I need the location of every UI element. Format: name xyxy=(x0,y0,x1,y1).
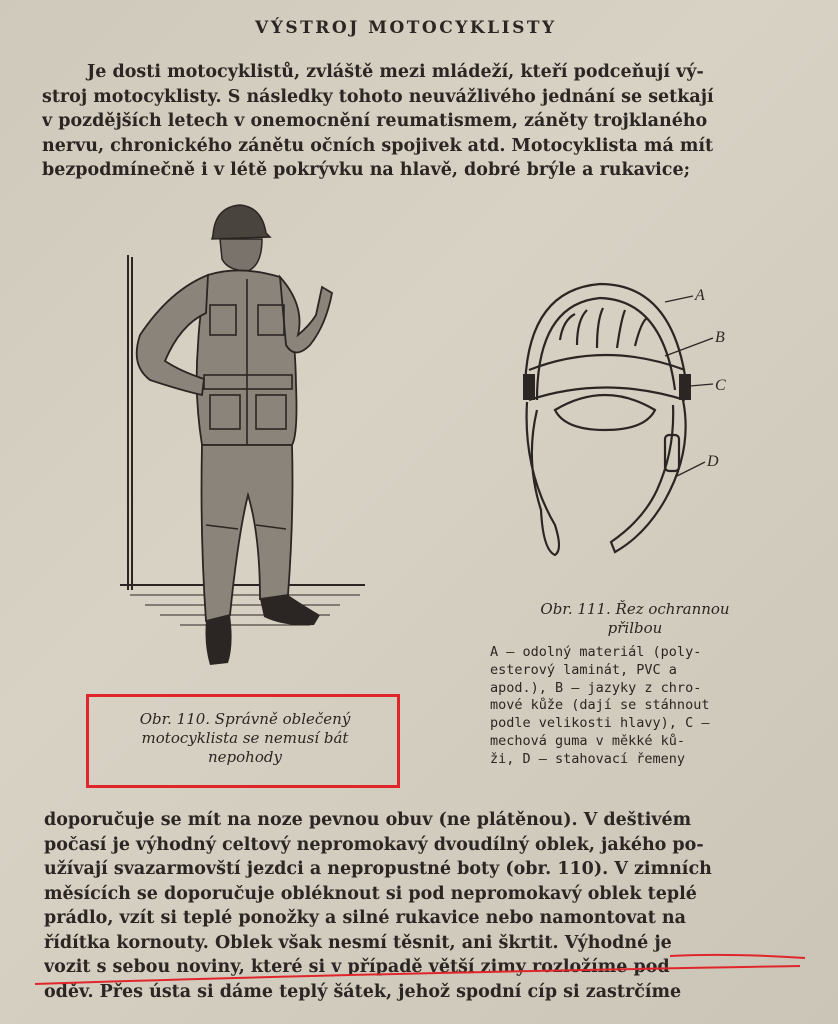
text-line: vozit s sebou noviny, které si v případě větší zimy rozložíme pod xyxy=(44,957,670,977)
text-line: počasí je výhodný celtový nepromokavý dvoudílný oblek, jakého po- xyxy=(44,834,704,855)
text-line: doporučuje se mít na noze pevnou obuv (ne plátěnou). V deštivém xyxy=(44,810,692,830)
figure-110-caption xyxy=(100,710,390,767)
legend-line: A — odolný materiál (poly- xyxy=(490,644,702,660)
caption-line: motocyklista se nemusí bát xyxy=(141,729,349,747)
text-line: oděv. Přes ústa si dáme teplý šátek, jehož spodní cíp si zastrčíme xyxy=(44,981,682,1002)
label-d: D xyxy=(707,453,719,470)
legend-line: esterový laminát, PVC a xyxy=(490,661,677,678)
text-line: stroj motocyklisty. S následky tohoto neuvážlivého jednání se setkají xyxy=(42,86,714,107)
label-b: B xyxy=(715,329,725,346)
figure-111-caption xyxy=(505,600,765,638)
text-line: v pozdějších letech v onemocnění reumatismem, záněty trojklaného xyxy=(42,111,708,131)
text-line: řídítka kornouty. Oblek však nesmí těsnit, ani škrtit. Výhodné je xyxy=(44,932,672,953)
paragraph-intro xyxy=(42,60,812,183)
red-underline-marks xyxy=(30,950,810,1000)
text-line: prádlo, vzít si teplé ponožky a silné rukavice nebo namontovat na xyxy=(44,908,686,928)
label-a: A xyxy=(695,287,705,304)
legend-line: apod.), B — jazyky z chro- xyxy=(490,679,702,696)
text-line: měsících se doporučuje obléknout si pod nepromokavý oblek teplé xyxy=(44,883,697,904)
caption-line: Obr. 110. Správně oblečený xyxy=(139,710,351,728)
text-line: Je dosti motocyklistů, zvláště mezi mládeží, kteří podceňují vý- xyxy=(87,62,704,82)
legend-line: podle velikosti hlavy), C — xyxy=(490,715,710,732)
text-line: bezpodmínečně i v létě pokrývku na hlavě, dobré brýle a rukavice; xyxy=(42,160,691,180)
caption-line: přilbou xyxy=(607,619,663,637)
legend-line: mové kůže (dají se stáhnout xyxy=(490,697,710,714)
motorcyclist-illustration xyxy=(110,195,380,675)
text-line: užívají svazarmovští jezdci a nepropustné boty (obr. 110). V zimních xyxy=(44,859,712,879)
page-title: VÝSTROJ MOTOCYKLISTY xyxy=(255,18,557,38)
label-c: C xyxy=(715,377,726,394)
helmet-cross-section-diagram xyxy=(515,270,755,570)
caption-line: Obr. 111. Řez ochrannou xyxy=(540,600,730,618)
caption-line: nepohody xyxy=(208,748,282,766)
text-line: nervu, chronického zánětu očních spojivek atd. Motocyklista má mít xyxy=(42,135,714,156)
legend-line: mechová guma v měkké ků- xyxy=(490,732,686,749)
legend-line: ži, D — stahovací řemeny xyxy=(490,750,686,767)
figure-111-legend xyxy=(490,644,758,769)
